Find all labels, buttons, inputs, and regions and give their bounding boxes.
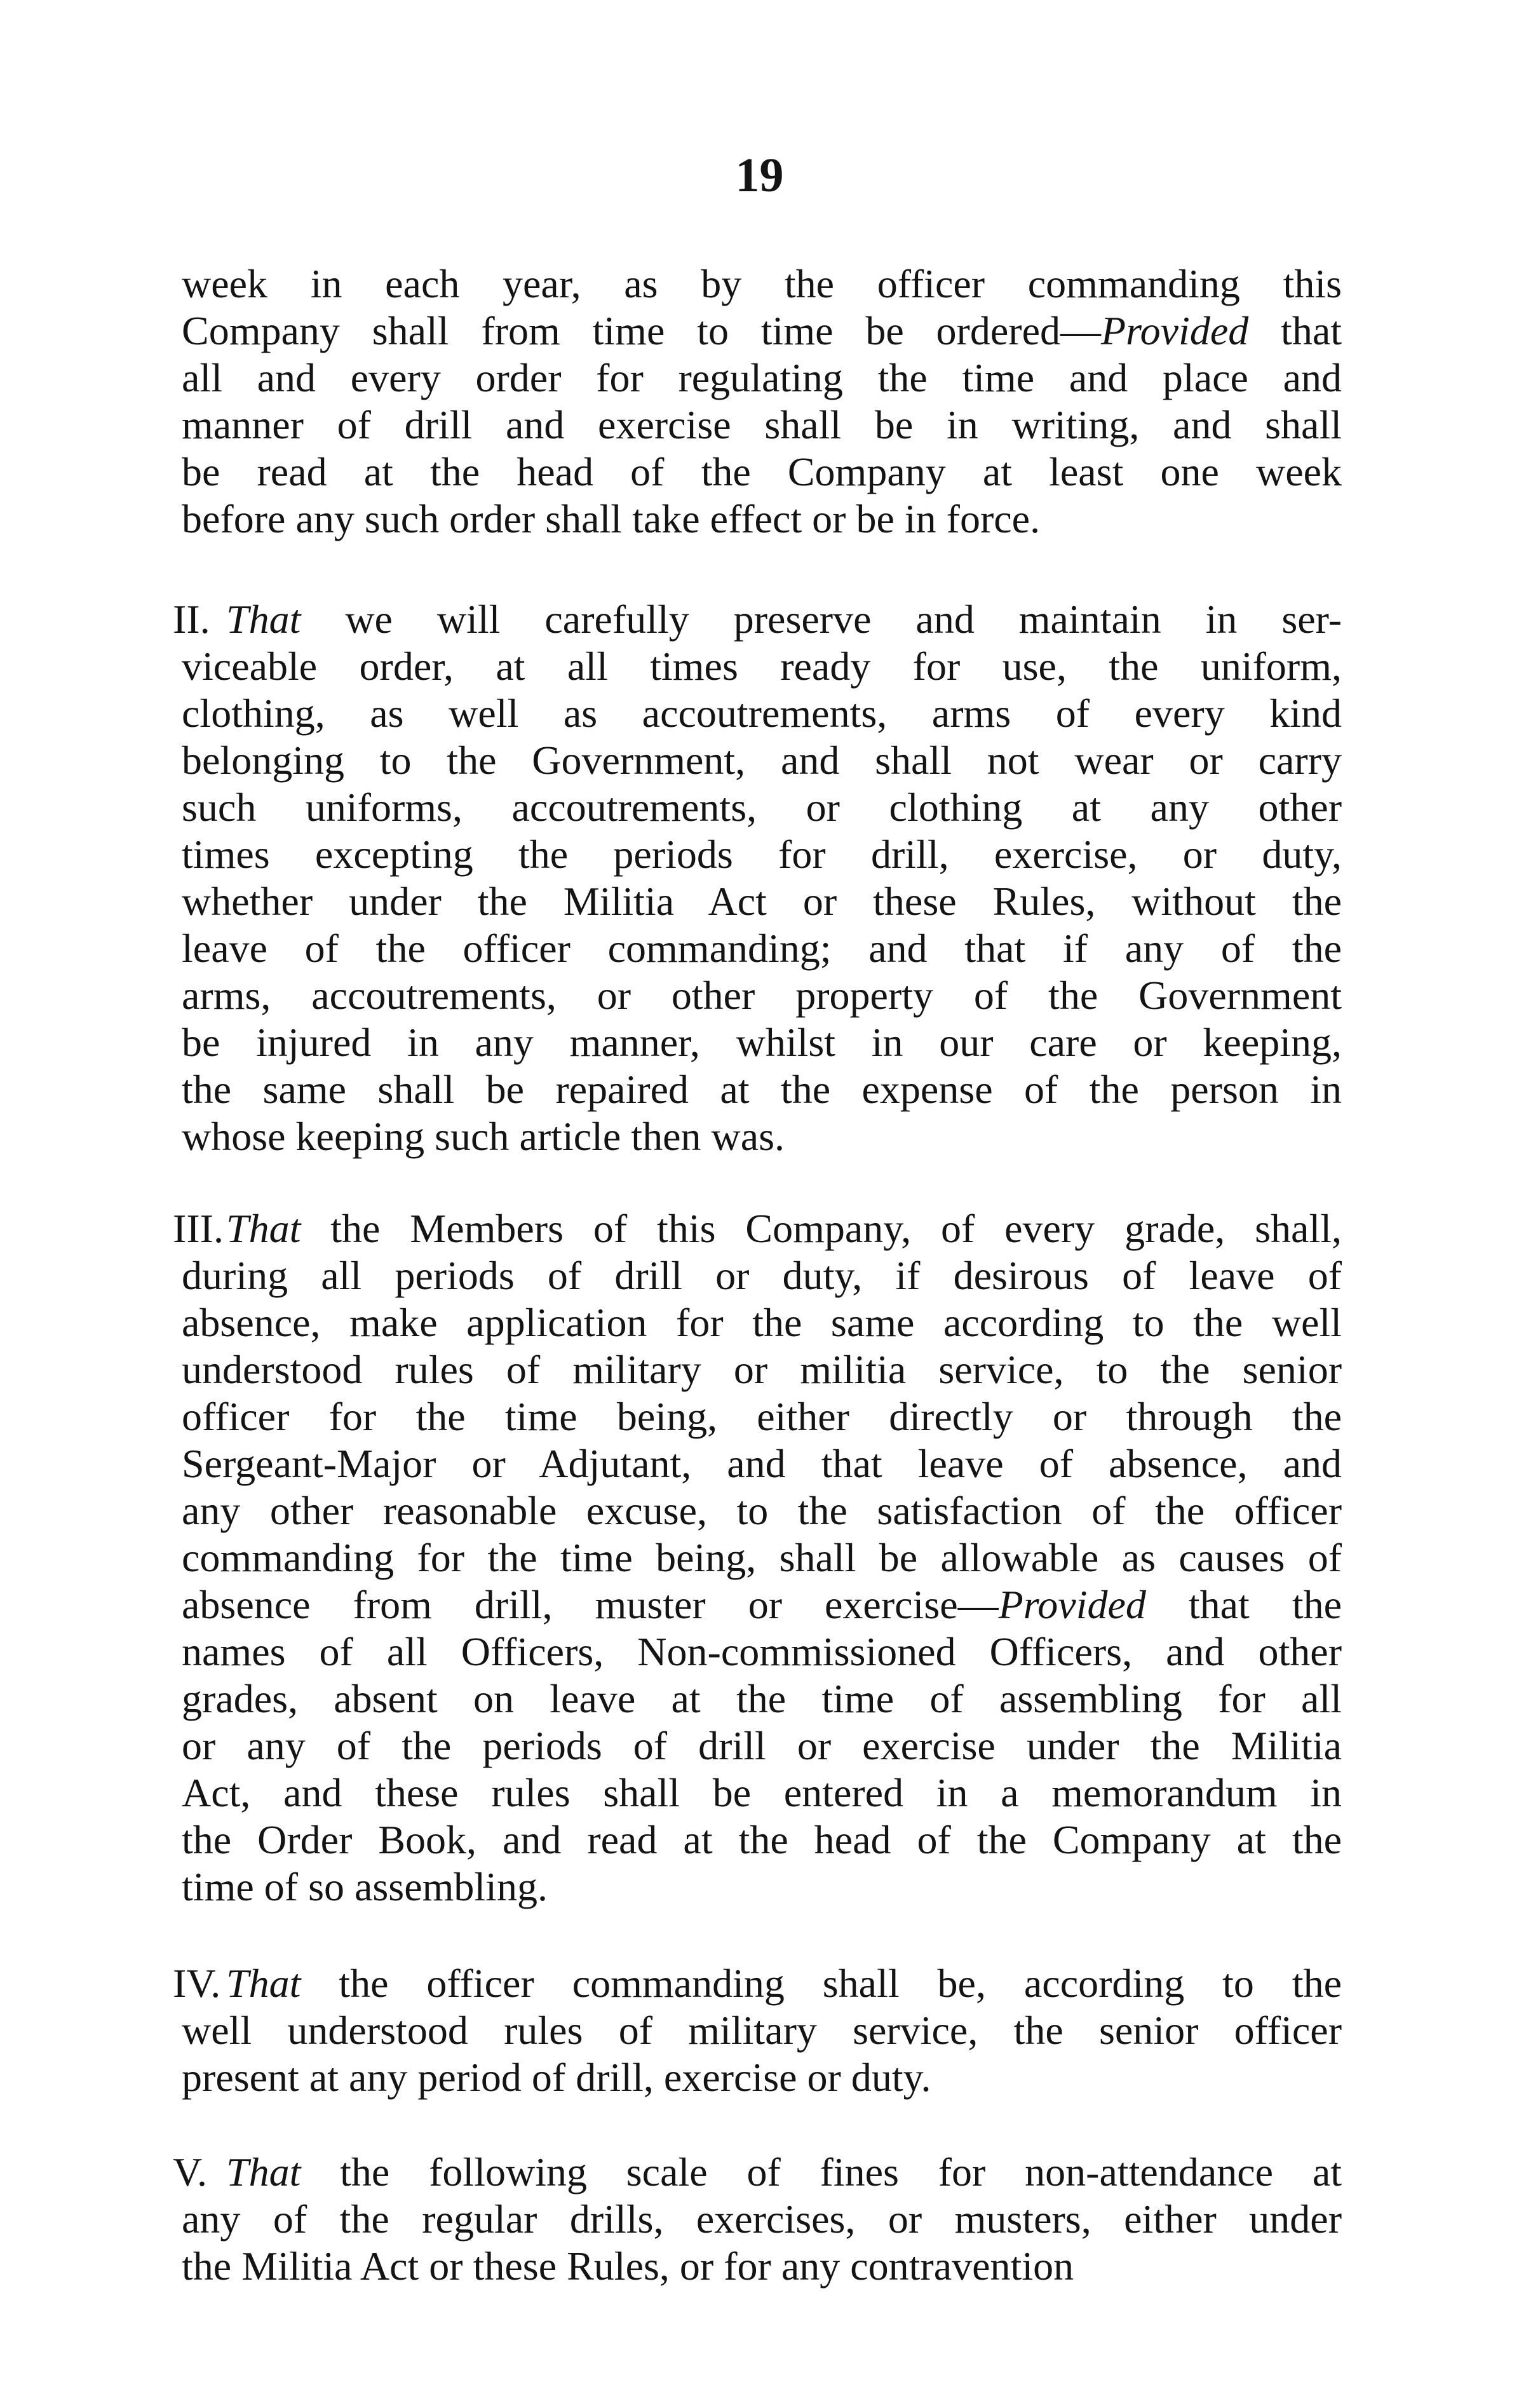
italic-word: Provided	[998, 1582, 1146, 1627]
text-line	[182, 1486, 1342, 1536]
text-line	[182, 1721, 1342, 1771]
text-line	[182, 1815, 1342, 1865]
line-text-continued: that	[1248, 308, 1342, 353]
line-text: well understood rules of military service, the senior officer	[182, 2008, 1342, 2053]
line-text: Company shall from time to time be ordered—	[182, 308, 1101, 353]
line-text: any other reasonable excuse, to the satisfaction of the officer	[182, 1488, 1342, 1533]
line-text: present at any period of drill, exercise or duty.	[182, 2055, 931, 2100]
line-text: be read at the head of the Company at least one week	[182, 449, 1342, 494]
text-line	[182, 1674, 1342, 1724]
line-text: whether under the Militia Act or these Rules, without the	[182, 879, 1342, 924]
italic-word: That	[226, 1206, 301, 1251]
line-text: Sergeant-Major or Adjutant, and that leave of absence, and	[182, 1441, 1342, 1486]
page-number: 19	[735, 149, 784, 202]
line-text: week in each year, as by the officer commanding this	[182, 261, 1342, 306]
text-line	[182, 736, 1342, 785]
text-line	[182, 783, 1342, 832]
line-text: understood rules of military or militia service, to the senior	[182, 1347, 1342, 1392]
text-line	[182, 1392, 1342, 1442]
text-line	[182, 689, 1342, 738]
line-text-continued: the officer commanding shall be, according to the	[300, 1961, 1342, 2006]
line-text: be injured in any manner, whilst in our care or keeping,	[182, 1020, 1342, 1065]
line-text: absence, make application for the same according to the well	[182, 1300, 1342, 1345]
line-text: leave of the officer commanding; and that if any of the	[182, 926, 1342, 971]
italic-word: Provided	[1101, 308, 1249, 353]
text-line	[226, 595, 1342, 644]
text-line	[182, 1298, 1342, 1348]
line-text: all and every order for regulating the time and place and	[182, 355, 1342, 400]
text-line	[182, 1439, 1342, 1489]
text-line	[182, 1018, 1342, 1067]
line-text: names of all Officers, Non-commissioned Officers, and other	[182, 1629, 1342, 1674]
line-text: grades, absent on leave at the time of assembling for all	[182, 1676, 1342, 1721]
text-line	[226, 1959, 1342, 2008]
section-numeral: V.	[173, 2149, 207, 2195]
line-text: clothing, as well as accoutrements, arms of every kind	[182, 691, 1342, 736]
line-text-continued: that the	[1145, 1582, 1342, 1627]
line-text: times excepting the periods for drill, exercise, or duty,	[182, 832, 1342, 877]
text-line	[182, 1251, 1342, 1301]
text-line	[182, 877, 1342, 926]
italic-word: That	[226, 597, 301, 642]
line-text: any of the regular drills, exercises, or musters, either under	[182, 2196, 1342, 2242]
text-line	[182, 1533, 1342, 1583]
line-text: manner of drill and exercise shall be in writing, and shall	[182, 402, 1342, 447]
text-line	[182, 2195, 1342, 2244]
text-line	[182, 1112, 1342, 1161]
text-line	[182, 2053, 1342, 2102]
line-text: arms, accoutrements, or other property of the Government	[182, 973, 1342, 1018]
text-line	[182, 447, 1342, 497]
text-line	[182, 830, 1342, 879]
line-text: the same shall be repaired at the expense of the person in	[182, 1067, 1342, 1112]
text-line	[182, 971, 1342, 1020]
line-text: such uniforms, accoutrements, or clothing at any other	[182, 785, 1342, 830]
line-text: the Militia Act or these Rules, or for any contravention	[182, 2243, 1074, 2289]
line-text: commanding for the time being, shall be allowable as causes of	[182, 1535, 1342, 1580]
text-line	[182, 353, 1342, 403]
line-text: during all periods of drill or duty, if desirous of leave of	[182, 1253, 1342, 1298]
line-text-continued: the Members of this Company, of every grade, shall,	[300, 1206, 1342, 1251]
text-line	[182, 2242, 1342, 2291]
line-text: whose keeping such article then was.	[182, 1114, 785, 1159]
text-line	[182, 400, 1342, 450]
line-text-continued: the following scale of fines for non-attendance at	[300, 2149, 1342, 2195]
line-text: before any such order shall take effect or be in force.	[182, 496, 1041, 541]
text-line	[182, 494, 1342, 544]
line-text: officer for the time being, either directly or through the	[182, 1394, 1342, 1439]
text-line	[182, 1862, 1342, 1912]
italic-word: That	[226, 2149, 301, 2195]
text-line	[226, 1204, 1342, 1254]
text-line	[182, 1065, 1342, 1114]
section-numeral: III.	[173, 1206, 224, 1251]
line-text: viceable order, at all times ready for use, the uniform,	[182, 644, 1342, 689]
line-text: or any of the periods of drill or exercise under the Militia	[182, 1723, 1342, 1768]
text-line	[182, 1627, 1342, 1677]
italic-word: That	[226, 1961, 301, 2006]
section-numeral: II.	[173, 597, 210, 642]
text-line	[182, 1580, 1342, 1630]
line-text-continued: we will carefully preserve and maintain in ser-	[300, 597, 1342, 642]
text-line	[182, 1345, 1342, 1395]
line-text: absence from drill, muster or exercise—	[182, 1582, 999, 1627]
text-line	[182, 642, 1342, 691]
text-line	[182, 259, 1342, 309]
text-line	[226, 2148, 1342, 2197]
text-line	[182, 924, 1342, 973]
line-text: time of so assembling.	[182, 1864, 548, 1909]
line-text: the Order Book, and read at the head of the Company at the	[182, 1817, 1342, 1862]
text-line	[182, 2006, 1342, 2055]
line-text: belonging to the Government, and shall not wear or carry	[182, 738, 1342, 783]
section-numeral: IV.	[173, 1961, 221, 2006]
line-text: Act, and these rules shall be entered in a memorandum in	[182, 1770, 1342, 1815]
text-line	[182, 306, 1342, 356]
text-line	[182, 1768, 1342, 1818]
